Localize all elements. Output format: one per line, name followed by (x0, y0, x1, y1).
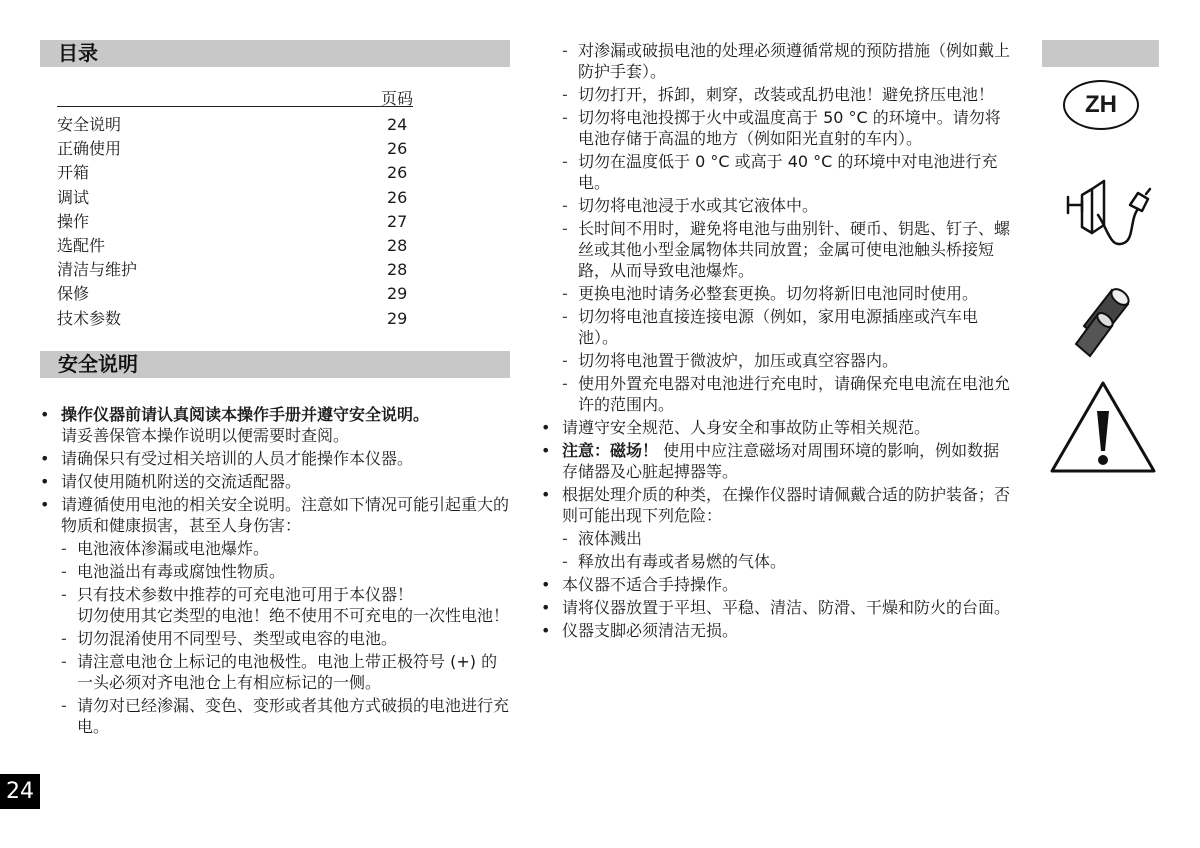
toc-entry-page: 26 (387, 163, 408, 183)
toc-entry-page: 26 (387, 187, 408, 207)
bullet-item (40, 404, 510, 446)
toc-entry-page: 27 (387, 211, 408, 231)
toc-entry-page: 26 (387, 139, 408, 159)
toc-entry[interactable] (57, 137, 417, 161)
bullet-item: • 请遵循使用电池的相关安全说明。注意如下情况可能引起重大的物质和健康损害，甚至人身伤害： (40, 494, 510, 536)
safety-right-column (541, 40, 1011, 643)
dash-item: - 液体溅出 (541, 528, 1011, 549)
dash-item (40, 584, 510, 626)
bullet-text: 使用中应注意磁场对周围环境的影响，例如数据存储器及心脏起搏器等。 (562, 441, 1000, 481)
bullet-bold-text: 操作仪器前请认真阅读本操作手册并遵守安全说明。 (61, 405, 430, 424)
bullet-item: • 请仅使用随机附送的交流适配器。 (40, 471, 510, 492)
dash-item: - 切勿将电池浸于水或其它液体中。 (541, 195, 1011, 216)
dash-item: - 切勿在温度低于 0 °C 或高于 40 °C 的环境中对电池进行充电。 (541, 151, 1011, 193)
power-adapter-icon (1064, 167, 1154, 257)
bullet-text: 请妥善保管本操作说明以便需要时查阅。 (61, 426, 350, 445)
bullet-item: • 请将仪器放置于平坦、平稳、清洁、防滑、干燥和防火的台面。 (541, 597, 1011, 618)
sidebar-bar (1042, 40, 1159, 67)
dash-text-cont: 切勿使用其它类型的电池！绝不使用不可充电的一次性电池！ (77, 606, 510, 625)
language-badge: ZH (1063, 80, 1139, 130)
toc-entry-page: 28 (387, 235, 408, 255)
dash-item: - 请勿对已经渗漏、变色、变形或者其他方式破损的电池进行充电。 (40, 695, 510, 737)
dash-item: - 切勿打开，拆卸，刺穿，改装或乱扔电池！避免挤压电池！ (541, 84, 1011, 105)
toc-entry[interactable] (57, 210, 417, 234)
toc-list (57, 113, 417, 331)
dash-item: - 切勿将电池投掷于火中或温度高于 50 °C 的环境中。请勿将电池存储于高温的地方（例如阳光直射的车内）。 (541, 107, 1011, 149)
dash-item: - 切勿将电池置于微波炉，加压或真空容器内。 (541, 350, 1011, 371)
dash-text: 只有技术参数中推荐的可充电池可用于本仪器！ (77, 585, 414, 604)
toc-entry[interactable] (57, 282, 417, 306)
bullet-bold-text: 注意：磁场！ (562, 441, 659, 460)
dash-item: - 释放出有毒或者易燃的气体。 (541, 551, 1011, 572)
dash-item: - 长时间不用时，避免将电池与曲别针、硬币、钥匙、钉子、螺丝或其他小型金属物体共同放置；金属可使电池触头桥接短路，从而导致电池爆炸。 (541, 218, 1011, 281)
toc-entry[interactable] (57, 234, 417, 258)
dash-item: - 切勿将电池直接连接电源（例如，家用电源插座或汽车电池）。 (541, 306, 1011, 348)
safety-heading: 安全说明 (40, 351, 510, 378)
dash-item: - 更换电池时请务必整套更换。切勿将新旧电池同时使用。 (541, 283, 1011, 304)
bullet-item: • 根据处理介质的种类，在操作仪器时请佩戴合适的防护装备；否则可能出现下列危险： (541, 484, 1011, 526)
page-number: 24 (0, 774, 40, 809)
toc-entry-label: 开箱 (57, 163, 90, 183)
toc-entry-label: 清洁与维护 (57, 260, 138, 280)
bullet-item (541, 440, 1011, 482)
toc-entry-label: 调试 (57, 187, 90, 207)
toc-entry-label: 保修 (57, 284, 90, 304)
toc-entry[interactable] (57, 258, 417, 282)
dash-item: - 使用外置充电器对电池进行充电时，请确保充电电流在电池允许的范围内。 (541, 373, 1011, 415)
toc-entry[interactable] (57, 113, 417, 137)
toc-entry-label: 正确使用 (57, 139, 122, 159)
bullet-item: • 请遵守安全规范、人身安全和事故防止等相关规范。 (541, 417, 1011, 438)
toc-entry-page: 24 (387, 115, 408, 134)
battery-icon (1072, 276, 1138, 358)
toc-entry[interactable] (57, 186, 417, 210)
toc-entry-label: 选配件 (57, 235, 106, 255)
dash-item: - 电池溢出有毒或腐蚀性物质。 (40, 561, 510, 582)
toc-entry-label: 安全说明 (57, 115, 122, 134)
toc-entry[interactable] (57, 161, 417, 185)
toc-page-column-label: 页码 (57, 86, 413, 107)
toc-heading: 目录 (40, 40, 510, 67)
dash-item: - 电池液体渗漏或电池爆炸。 (40, 538, 510, 559)
toc-entry-label: 技术参数 (57, 308, 122, 328)
toc-entry[interactable] (57, 307, 417, 331)
toc-entry-page: 28 (387, 260, 408, 280)
dash-item: - 对渗漏或破损电池的处理必须遵循常规的预防措施（例如戴上防护手套）。 (541, 40, 1011, 82)
warning-triangle-icon (1048, 379, 1158, 475)
dash-item: - 请注意电池仓上标记的电池极性。电池上带正极符号 (+) 的一头必须对齐电池仓上有相应标记的一侧。 (40, 651, 510, 693)
bullet-item: • 本仪器不适合手持操作。 (541, 574, 1011, 595)
bullet-item: • 仪器支脚必须清洁无损。 (541, 620, 1011, 641)
dash-item: - 切勿混淆使用不同型号、类型或电容的电池。 (40, 628, 510, 649)
safety-left-column (40, 404, 510, 739)
toc-entry-page: 29 (387, 284, 408, 304)
toc-entry-page: 29 (387, 308, 408, 328)
bullet-item: • 请确保只有受过相关培训的人员才能操作本仪器。 (40, 448, 510, 469)
toc-entry-label: 操作 (57, 211, 90, 231)
